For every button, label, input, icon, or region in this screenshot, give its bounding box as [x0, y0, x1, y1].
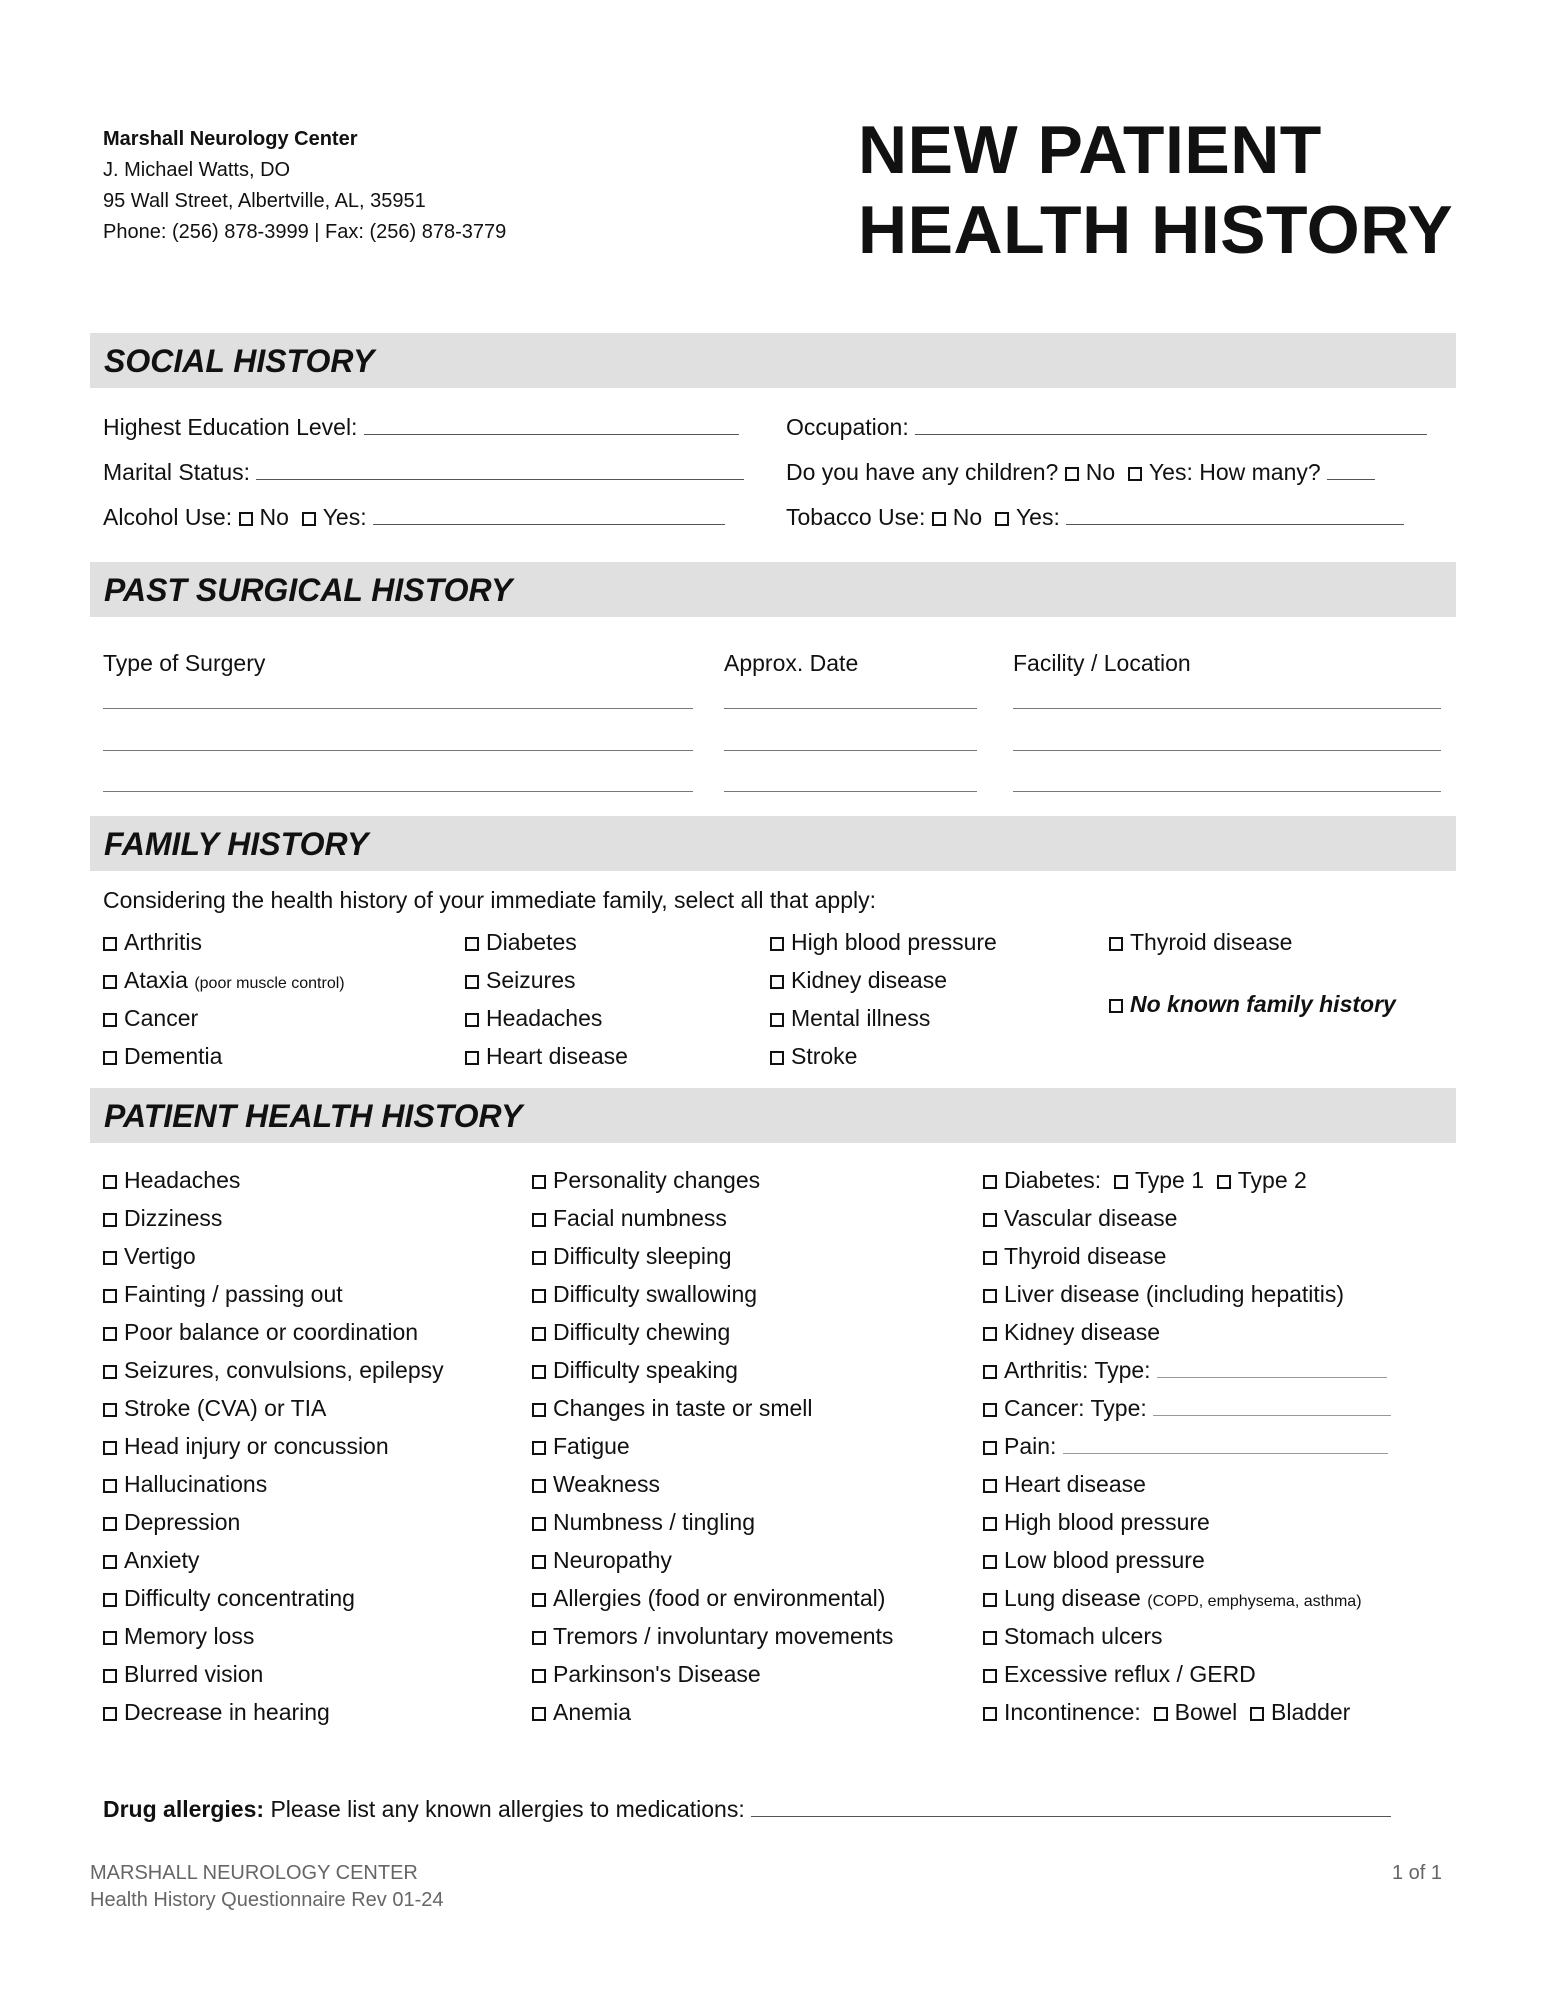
- option-label: Seizures, convulsions, epilepsy: [124, 1357, 444, 1383]
- checkbox[interactable]: [770, 1051, 784, 1065]
- checkbox[interactable]: [103, 1593, 117, 1607]
- checkbox[interactable]: [532, 1441, 546, 1455]
- option-label: Memory loss: [124, 1623, 255, 1649]
- field-label: Occupation:: [786, 414, 909, 440]
- surgery-row-3-facility[interactable]: [1013, 791, 1441, 792]
- drug-allergies-field[interactable]: [103, 1796, 1391, 1823]
- checkbox-item[interactable]: [983, 1313, 1391, 1351]
- checkbox[interactable]: [983, 1441, 997, 1455]
- input-line[interactable]: [1153, 1395, 1391, 1416]
- section-title: PAST SURGICAL HISTORY: [104, 572, 513, 608]
- option-label: Headaches: [486, 1005, 603, 1031]
- checkbox[interactable]: [983, 1593, 997, 1607]
- checkbox[interactable]: [770, 975, 784, 989]
- checkbox[interactable]: [770, 1013, 784, 1027]
- checkbox[interactable]: [532, 1555, 546, 1569]
- footer-form-id: Health History Questionnaire Rev 01-24: [90, 1889, 444, 1911]
- option-label: Difficulty concentrating: [124, 1585, 355, 1611]
- checkbox-item[interactable]: [532, 1389, 893, 1427]
- checkbox[interactable]: [532, 1669, 546, 1683]
- checkbox[interactable]: [103, 975, 117, 989]
- checkbox-item[interactable]: [983, 1465, 1391, 1503]
- option-label: Difficulty speaking: [553, 1357, 738, 1383]
- checkbox[interactable]: [532, 1403, 546, 1417]
- option-label: No known family history: [1130, 991, 1396, 1017]
- checkbox[interactable]: [532, 1707, 546, 1721]
- doctor-name: J. Michael Watts, DO: [103, 159, 291, 181]
- input-line[interactable]: [256, 459, 744, 480]
- checkbox-item[interactable]: [532, 1275, 893, 1313]
- checkbox-item[interactable]: [103, 1427, 444, 1465]
- checkbox-item[interactable]: [770, 923, 997, 961]
- section-title: SOCIAL HISTORY: [104, 343, 375, 379]
- field-label: Alcohol Use:: [103, 504, 233, 530]
- checkbox-item[interactable]: [465, 999, 628, 1037]
- checkbox[interactable]: [465, 937, 479, 951]
- checkbox-item[interactable]: [532, 1161, 893, 1199]
- surgery-row-2-facility[interactable]: [1013, 750, 1441, 751]
- marital-field[interactable]: [103, 459, 744, 486]
- option-label: Liver disease (including hepatitis): [1004, 1281, 1345, 1307]
- family-intro: Considering the health history of your immediate family, select all that apply:: [103, 887, 877, 913]
- patient-col-2: [532, 1161, 893, 1731]
- family-col-1: [103, 923, 345, 1075]
- checkbox[interactable]: [995, 512, 1009, 526]
- checkbox[interactable]: [465, 975, 479, 989]
- input-line[interactable]: [751, 1796, 1391, 1817]
- option-label: Bowel: [1174, 1699, 1238, 1725]
- option-label: Fatigue: [553, 1433, 630, 1459]
- option-label: Hallucinations: [124, 1471, 268, 1497]
- option-label: Low blood pressure: [1004, 1547, 1205, 1573]
- checkbox[interactable]: [1109, 937, 1123, 951]
- checkbox[interactable]: [932, 512, 946, 526]
- option-label: Dizziness: [124, 1205, 223, 1231]
- input-line[interactable]: [1157, 1357, 1387, 1378]
- input-line[interactable]: [915, 414, 1427, 435]
- surgery-row-1-facility[interactable]: [1013, 708, 1441, 709]
- page-number: 1 of 1: [1391, 1862, 1442, 1884]
- title-line-1: NEW PATIENT: [858, 112, 1322, 188]
- checkbox[interactable]: [983, 1175, 997, 1189]
- checkbox[interactable]: [983, 1365, 997, 1379]
- patient-history-header: [90, 1088, 1456, 1143]
- checkbox-item[interactable]: [103, 1161, 444, 1199]
- option-label: Vertigo: [124, 1243, 196, 1269]
- col-facility: Facility / Location: [1013, 650, 1191, 676]
- occupation-field[interactable]: [786, 414, 1427, 441]
- surgical-history-header: [90, 562, 1456, 617]
- checkbox-item[interactable]: [103, 1617, 444, 1655]
- checkbox-item[interactable]: [103, 1693, 444, 1731]
- checkbox-item[interactable]: [983, 1579, 1391, 1617]
- input-line[interactable]: [1327, 459, 1375, 480]
- checkbox[interactable]: [239, 512, 253, 526]
- family-history-header: [90, 816, 1456, 871]
- checkbox-item[interactable]: [983, 1617, 1391, 1655]
- checkbox-item[interactable]: [103, 1655, 444, 1693]
- checkbox-item-pain[interactable]: [983, 1427, 1391, 1465]
- checkbox[interactable]: [103, 1289, 117, 1303]
- checkbox[interactable]: [1154, 1707, 1168, 1721]
- col-approx-date: Approx. Date: [724, 650, 859, 676]
- option-label: Numbness / tingling: [553, 1509, 755, 1535]
- checkbox[interactable]: [983, 1707, 997, 1721]
- clinic-address: 95 Wall Street, Albertville, AL, 35951: [103, 190, 426, 212]
- option-label: Diabetes:: [1004, 1167, 1102, 1193]
- family-col-3: [770, 923, 997, 1075]
- option-label: Heart disease: [486, 1043, 628, 1069]
- option-label: Cancer: [124, 1005, 199, 1031]
- option-note: (COPD, emphysema, asthma): [1147, 1593, 1362, 1610]
- checkbox-item[interactable]: [103, 1541, 444, 1579]
- checkbox[interactable]: [983, 1327, 997, 1341]
- checkbox[interactable]: [983, 1403, 997, 1417]
- checkbox[interactable]: [103, 1327, 117, 1341]
- checkbox-item[interactable]: [532, 1313, 893, 1351]
- checkbox[interactable]: [983, 1213, 997, 1227]
- checkbox-item[interactable]: [770, 961, 997, 999]
- field-label: Marital Status:: [103, 459, 250, 485]
- option-label: Kidney disease: [1004, 1319, 1160, 1345]
- option-label: Type 2: [1237, 1167, 1307, 1193]
- field-label: Highest Education Level:: [103, 414, 358, 440]
- option-label: Facial numbness: [553, 1205, 727, 1231]
- checkbox-item[interactable]: [103, 1503, 444, 1541]
- checkbox[interactable]: [770, 937, 784, 951]
- option-label: Anemia: [553, 1699, 631, 1725]
- checkbox-item[interactable]: [983, 1541, 1391, 1579]
- checkbox-item[interactable]: [103, 923, 345, 961]
- section-title: FAMILY HISTORY: [104, 826, 369, 862]
- checkbox-item[interactable]: [103, 1313, 444, 1351]
- option-label: Changes in taste or smell: [553, 1395, 813, 1421]
- option-label: Allergies (food or environmental): [553, 1585, 886, 1611]
- checkbox[interactable]: [103, 1213, 117, 1227]
- option-label: Seizures: [486, 967, 576, 993]
- option-label: Arthritis: [124, 929, 202, 955]
- checkbox-item[interactable]: [983, 1503, 1391, 1541]
- page-title: [858, 110, 1453, 270]
- checkbox-item[interactable]: [103, 1275, 444, 1313]
- checkbox-item[interactable]: [103, 1579, 444, 1617]
- checkbox-item[interactable]: [532, 1617, 893, 1655]
- checkbox[interactable]: [103, 1631, 117, 1645]
- checkbox[interactable]: [983, 1555, 997, 1569]
- surgery-row-1-date[interactable]: [724, 708, 977, 709]
- checkbox-item[interactable]: [532, 1237, 893, 1275]
- checkbox[interactable]: [103, 1479, 117, 1493]
- checkbox[interactable]: [532, 1213, 546, 1227]
- checkbox-item[interactable]: [983, 1237, 1391, 1275]
- col-type-of-surgery: Type of Surgery: [103, 650, 266, 676]
- checkbox[interactable]: [103, 1403, 117, 1417]
- checkbox[interactable]: [103, 1707, 117, 1721]
- option-label: Ataxia: [124, 967, 188, 993]
- footer-org: MARSHALL NEUROLOGY CENTER: [90, 1862, 418, 1884]
- option-label: Blurred vision: [124, 1661, 264, 1687]
- patient-col-3: [983, 1161, 1391, 1731]
- option-label: No: [1085, 459, 1116, 485]
- option-label: Stroke: [791, 1043, 858, 1069]
- checkbox[interactable]: [532, 1479, 546, 1493]
- checkbox-item[interactable]: [532, 1427, 893, 1465]
- option-label: Cancer: Type:: [1004, 1395, 1147, 1421]
- checkbox[interactable]: [1114, 1175, 1128, 1189]
- checkbox[interactable]: [1128, 467, 1142, 481]
- checkbox-item[interactable]: [103, 1389, 444, 1427]
- input-line[interactable]: [373, 504, 725, 525]
- option-label: Kidney disease: [791, 967, 947, 993]
- clinic-name: Marshall Neurology Center: [103, 128, 358, 150]
- surgery-row-2-date[interactable]: [724, 750, 977, 751]
- surgery-row-1-type[interactable]: [103, 708, 693, 709]
- checkbox-item[interactable]: [983, 1199, 1391, 1237]
- checkbox[interactable]: [983, 1517, 997, 1531]
- checkbox-item[interactable]: [103, 1351, 444, 1389]
- family-col-2: [465, 923, 628, 1075]
- checkbox-item[interactable]: [465, 923, 628, 961]
- checkbox-item[interactable]: [532, 1503, 893, 1541]
- checkbox-item[interactable]: [103, 1037, 345, 1075]
- option-label: Thyroid disease: [1130, 929, 1293, 955]
- checkbox[interactable]: [1217, 1175, 1231, 1189]
- checkbox[interactable]: [103, 1051, 117, 1065]
- checkbox[interactable]: [532, 1251, 546, 1265]
- option-label: Tremors / involuntary movements: [553, 1623, 894, 1649]
- option-label: Weakness: [553, 1471, 660, 1497]
- section-title: PATIENT HEALTH HISTORY: [104, 1098, 523, 1134]
- checkbox[interactable]: [103, 1669, 117, 1683]
- title-line-2: HEALTH HISTORY: [858, 192, 1454, 268]
- surgery-row-3-date[interactable]: [724, 791, 977, 792]
- tobacco-field[interactable]: [786, 504, 1404, 531]
- checkbox-item-cancer[interactable]: [983, 1389, 1391, 1427]
- checkbox[interactable]: [1065, 467, 1079, 481]
- checkbox-item[interactable]: [532, 1541, 893, 1579]
- option-label: Arthritis: Type:: [1004, 1357, 1151, 1383]
- checkbox[interactable]: [983, 1479, 997, 1493]
- option-label: Head injury or concussion: [124, 1433, 389, 1459]
- checkbox[interactable]: [532, 1327, 546, 1341]
- checkbox-item[interactable]: [103, 961, 345, 999]
- checkbox-item[interactable]: [532, 1351, 893, 1389]
- no-known-family-history[interactable]: [1109, 991, 1396, 1018]
- checkbox[interactable]: [983, 1289, 997, 1303]
- input-line[interactable]: [364, 414, 739, 435]
- option-label: High blood pressure: [1004, 1509, 1210, 1535]
- option-label: Heart disease: [1004, 1471, 1146, 1497]
- checkbox-item[interactable]: [103, 999, 345, 1037]
- option-label: Incontinence:: [1004, 1699, 1141, 1725]
- option-label: Parkinson's Disease: [553, 1661, 761, 1687]
- checkbox[interactable]: [103, 1441, 117, 1455]
- option-note: (poor muscle control): [194, 975, 345, 992]
- option-label: Diabetes: [486, 929, 577, 955]
- option-label: Yes:: [322, 504, 367, 530]
- checkbox[interactable]: [103, 937, 117, 951]
- option-label: Mental illness: [791, 1005, 931, 1031]
- patient-col-1: [103, 1161, 444, 1731]
- checkbox-item[interactable]: [465, 1037, 628, 1075]
- clinic-contact: Phone: (256) 878-3999 | Fax: (256) 878-3779: [103, 221, 507, 243]
- checkbox-item-incontinence[interactable]: [983, 1693, 1391, 1731]
- option-label: Neuropathy: [553, 1547, 672, 1573]
- checkbox[interactable]: [983, 1631, 997, 1645]
- family-col-4: [1109, 923, 1292, 961]
- option-label: Stomach ulcers: [1004, 1623, 1163, 1649]
- option-label: Headaches: [124, 1167, 241, 1193]
- checkbox[interactable]: [532, 1517, 546, 1531]
- input-line[interactable]: [1063, 1433, 1388, 1454]
- option-label: Stroke (CVA) or TIA: [124, 1395, 327, 1421]
- checkbox-item[interactable]: [983, 1275, 1391, 1313]
- input-line[interactable]: [1066, 504, 1404, 525]
- checkbox-item[interactable]: [770, 1037, 997, 1075]
- option-label: Pain:: [1004, 1433, 1057, 1459]
- option-label: Poor balance or coordination: [124, 1319, 419, 1345]
- option-label: Anxiety: [124, 1547, 200, 1573]
- option-label: Dementia: [124, 1043, 223, 1069]
- surgery-row-2-type[interactable]: [103, 750, 693, 751]
- checkbox[interactable]: [532, 1593, 546, 1607]
- option-label: Thyroid disease: [1004, 1243, 1167, 1269]
- checkbox-item[interactable]: [103, 1237, 444, 1275]
- option-label: Difficulty sleeping: [553, 1243, 732, 1269]
- option-label: Bladder: [1271, 1699, 1351, 1725]
- option-label: Fainting / passing out: [124, 1281, 343, 1307]
- checkbox-item[interactable]: [103, 1465, 444, 1503]
- checkbox-item[interactable]: [532, 1693, 893, 1731]
- option-label: Difficulty chewing: [553, 1319, 731, 1345]
- checkbox[interactable]: [532, 1631, 546, 1645]
- checkbox[interactable]: [103, 1365, 117, 1379]
- checkbox[interactable]: [465, 1013, 479, 1027]
- checkbox[interactable]: [103, 1013, 117, 1027]
- checkbox-item[interactable]: [465, 961, 628, 999]
- checkbox-item[interactable]: [983, 1655, 1391, 1693]
- option-label: Vascular disease: [1004, 1205, 1178, 1231]
- option-label: Difficulty swallowing: [553, 1281, 758, 1307]
- surgery-row-3-type[interactable]: [103, 791, 693, 792]
- option-label: No: [952, 504, 983, 530]
- option-label: Lung disease: [1004, 1585, 1141, 1611]
- option-label: No: [259, 504, 289, 530]
- field-text: Please list any known allergies to medications:: [270, 1796, 745, 1822]
- option-label: Depression: [124, 1509, 241, 1535]
- option-label: Decrease in hearing: [124, 1699, 330, 1725]
- option-label: Type 1: [1134, 1167, 1204, 1193]
- footer: [90, 1860, 444, 1914]
- clinic-info: [103, 124, 506, 248]
- option-label: Yes:: [1015, 504, 1060, 530]
- checkbox-item[interactable]: [532, 1465, 893, 1503]
- option-label: Yes: How many?: [1148, 459, 1321, 485]
- checkbox[interactable]: [103, 1555, 117, 1569]
- checkbox[interactable]: [103, 1175, 117, 1189]
- checkbox[interactable]: [983, 1251, 997, 1265]
- checkbox-item[interactable]: [770, 999, 997, 1037]
- checkbox[interactable]: [532, 1365, 546, 1379]
- field-label: Drug allergies:: [103, 1796, 265, 1822]
- checkbox-item[interactable]: [1109, 923, 1292, 961]
- children-field[interactable]: [786, 459, 1375, 486]
- social-history-header: [90, 333, 1456, 388]
- checkbox-item[interactable]: [103, 1199, 444, 1237]
- field-label: Tobacco Use:: [786, 504, 926, 530]
- checkbox[interactable]: [983, 1669, 997, 1683]
- option-label: High blood pressure: [791, 929, 997, 955]
- alcohol-field[interactable]: [103, 504, 725, 531]
- checkbox-item[interactable]: [532, 1199, 893, 1237]
- checkbox-item-arthritis[interactable]: [983, 1351, 1391, 1389]
- field-label: Do you have any children?: [786, 459, 1059, 485]
- checkbox[interactable]: [532, 1289, 546, 1303]
- education-field[interactable]: [103, 414, 739, 441]
- option-label: Excessive reflux / GERD: [1004, 1661, 1256, 1687]
- checkbox-item-diabetes[interactable]: [983, 1161, 1391, 1199]
- checkbox-item[interactable]: [532, 1655, 893, 1693]
- checkbox-item[interactable]: [532, 1579, 893, 1617]
- option-label: Personality changes: [553, 1167, 761, 1193]
- checkbox[interactable]: [465, 1051, 479, 1065]
- checkbox[interactable]: [1250, 1707, 1264, 1721]
- checkbox[interactable]: [103, 1251, 117, 1265]
- checkbox[interactable]: [103, 1517, 117, 1531]
- checkbox[interactable]: [532, 1175, 546, 1189]
- checkbox[interactable]: [302, 512, 316, 526]
- checkbox[interactable]: [1109, 999, 1123, 1013]
